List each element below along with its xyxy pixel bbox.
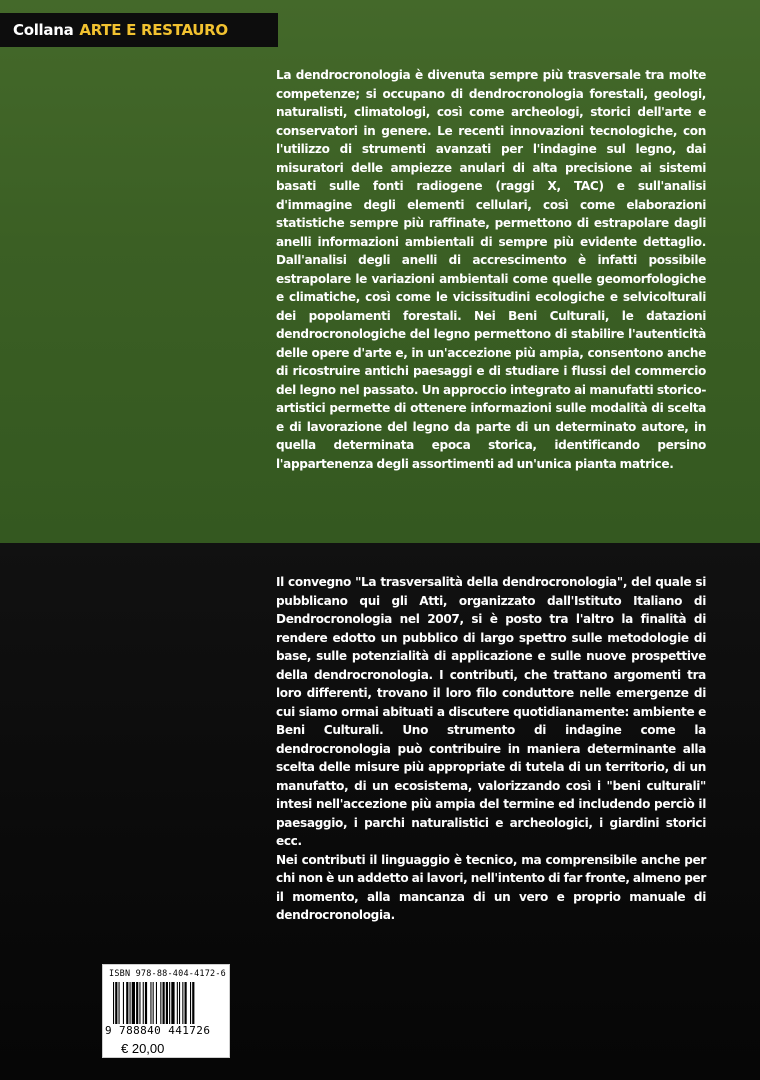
barcode-bar xyxy=(153,982,154,1024)
barcode-bar xyxy=(123,982,124,1024)
barcode-bar xyxy=(166,982,168,1024)
barcode-bar xyxy=(179,982,180,1024)
isbn-barcode-box xyxy=(102,964,230,1058)
series-label xyxy=(0,13,278,47)
barcode-bar xyxy=(160,982,161,1024)
barcode-bar xyxy=(185,982,187,1024)
barcode-digits: 9 788840 441726 xyxy=(105,1024,211,1037)
barcode-bar xyxy=(130,982,131,1024)
barcode-bar xyxy=(156,982,157,1024)
series-name: ARTE E RESTAURO xyxy=(79,21,228,39)
barcode-icon xyxy=(113,982,225,1024)
bottom-description xyxy=(276,573,706,925)
barcode-bar xyxy=(113,982,114,1024)
barcode-bar xyxy=(139,982,140,1024)
barcode-bar xyxy=(115,982,117,1024)
barcode-bar xyxy=(132,982,135,1024)
barcode-bar xyxy=(119,982,120,1024)
bottom-paragraph-2: Nei contributi il linguaggio è tecnico, ma comprensibile anche per chi non è un addetto ai lavori, nell'intento di far fronte, almeno per il momento, alla mancanza di un vero e proprio manuale di dendrocronologia. xyxy=(276,852,706,922)
price-label: € 20,00 xyxy=(121,1041,165,1056)
barcode-bar xyxy=(171,982,174,1024)
barcode-bar xyxy=(177,982,178,1024)
barcode-bar xyxy=(182,982,183,1024)
barcode-bar xyxy=(145,982,147,1024)
barcode-bar xyxy=(192,982,194,1024)
barcode-bar xyxy=(163,982,165,1024)
barcode-bar xyxy=(169,982,170,1024)
barcode-bar xyxy=(143,982,144,1024)
barcode-bar xyxy=(136,982,138,1024)
isbn-number: ISBN 978-88-404-4172-6 xyxy=(109,969,226,979)
series-label-prefix: Collana xyxy=(13,21,74,39)
top-description xyxy=(276,66,706,473)
barcode-bar xyxy=(190,982,191,1024)
barcode-bar xyxy=(126,982,128,1024)
barcode-bar xyxy=(150,982,151,1024)
top-paragraph: La dendrocronologia è divenuta sempre più trasversale tra molte competenze; si occupano di dendrocronologia forestali, geologi, naturalisti, climatologi, così come archeologi, storici dell'arte e conservatori in genere. Le recenti innovazioni tecnologiche, con l'utilizzo di strumenti avanzati per l'indagine sul legno, dai misuratori delle ampiezze anulari di alta precisione ai sistemi basati sulle fonti radiogene (raggi X, TAC) e sull'analisi d'immagine degli elementi cellulari, così come elaborazioni statistiche sempre più raffinate, permettono di estrapolare dagli anelli informazioni ambientali di sempre più evidente dettaglio. Dall'analisi degli anelli di accrescimento è infatti possibile estrapolare le variazioni ambientali come quelle geomorfologiche e climatiche, così come le vicissitudini ecologiche e selvicolturali dei popolamenti forestali. Nei Beni Culturali, le datazioni dendrocronologiche del legno permettono di stabilire l'autenticità delle opere d'arte e, in un'accezione più ampia, consentono anche di ricostruire antichi paesaggi e di studiare i flussi del commercio del legno nel passato. Un approccio integrato ai manufatti storico-artistici permette di ottenere informazioni sulle modalità di scelta e di lavorazione del legno da parte di un determinato autore, in quella determinata epoca storica, identificando persino l'appartenenza degli assortimenti ad un'unica pianta matrice. xyxy=(276,68,706,471)
bottom-paragraph-1: Il convegno "La trasversalità della dendrocronologia", del quale si pubblicano qui gli Atti, organizzato dall'Istituto Italiano di Dendrocronologia nel 2007, si è posto tra l'altro la finalità di rendere edotto un pubblico di largo spettro sulle metodologie di base, sulle potenzialità di applicazione e sulle nuove prospettive della dendrocronologia. I contributi, che trattano argomenti tra loro differenti, trovano il loro filo conduttore nelle emergenze di cui siamo ormai abituati a discutere quotidianamente: ambiente e Beni Culturali. Uno strumento di indagine come la dendrocronologia può contribuire in maniera determinante alla scelta delle misure più appropriate di tutela di un territorio, di un manufatto, di un ecosistema, valorizzando così i "beni culturali" intesi nell'accezione più ampia del termine ed includendo perciò il paesaggio, i parchi naturalistici e archeologici, i giardini storici ecc. xyxy=(276,575,706,848)
